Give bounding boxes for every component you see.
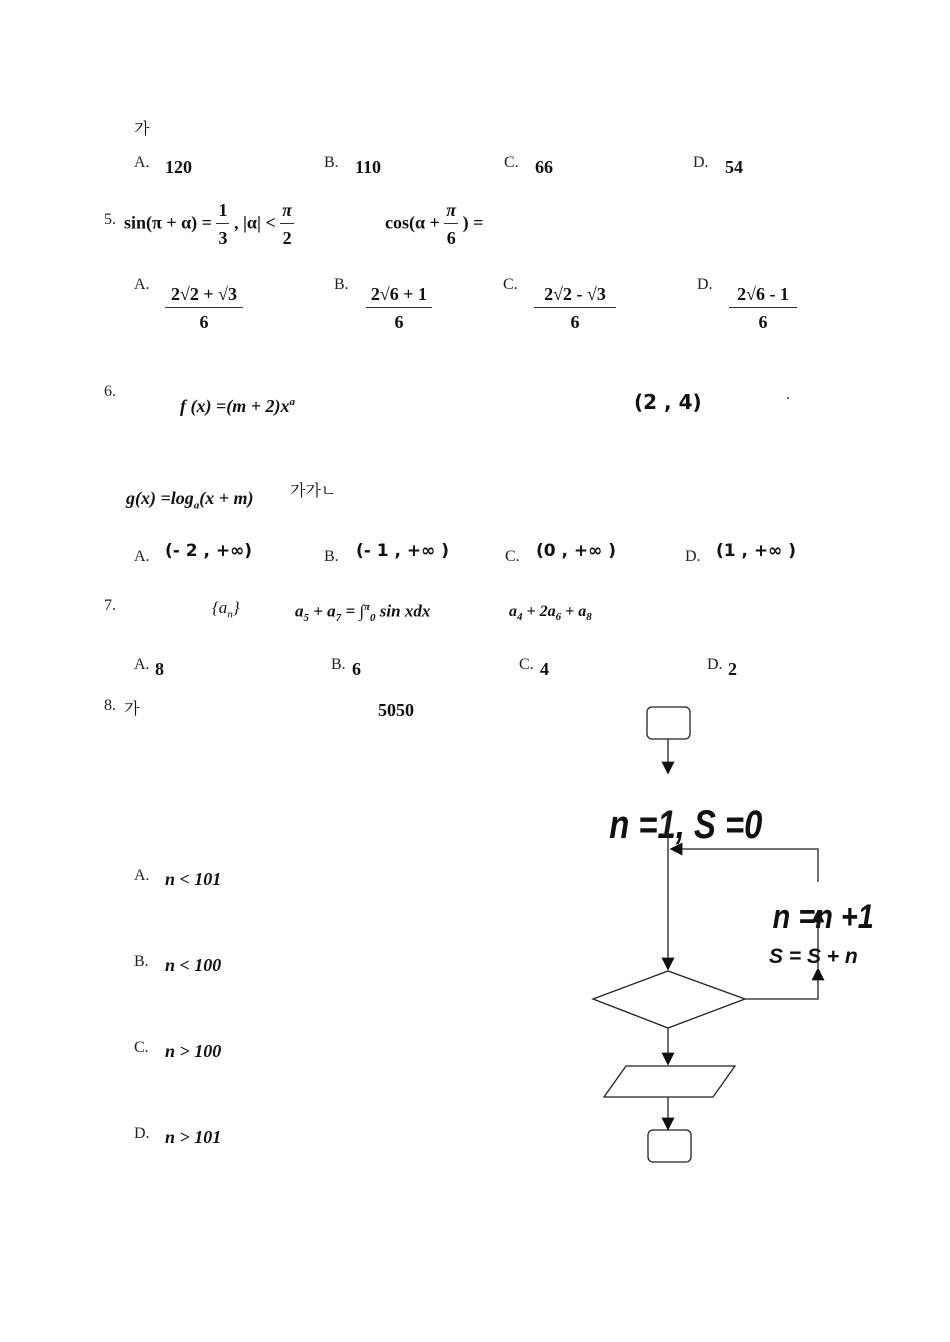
q5-option-b-den: 6: [394, 312, 404, 332]
q6-g-arg: (x + m): [199, 488, 254, 508]
q6-g-base: a: [193, 499, 200, 512]
q7-option-c-letter[interactable]: C.: [519, 656, 534, 673]
q5-cond-num: 1: [216, 200, 229, 224]
q5-number: 5.: [104, 211, 116, 228]
q7-seq-sub: n: [227, 608, 233, 621]
q5-option-d-num: 2√6 - 1: [729, 284, 797, 308]
q4-option-a-letter[interactable]: A.: [134, 154, 150, 171]
q8-option-d-letter[interactable]: D.: [134, 1125, 150, 1142]
q4-option-b-letter[interactable]: B.: [324, 154, 339, 171]
q6-option-b-value[interactable]: (- 1 , +∞ ): [356, 541, 449, 561]
q6-option-c-value[interactable]: (0 , +∞ ): [536, 541, 616, 561]
q7-option-c-value[interactable]: 4: [540, 659, 549, 679]
q5-ask-tail: ) =: [462, 212, 484, 233]
flowchart-sum-text: S = S + n: [769, 945, 858, 968]
q5-cond-pi: π: [280, 200, 294, 224]
q5-option-b-letter[interactable]: B.: [334, 276, 349, 293]
q7-ask-sub6: 6: [555, 611, 562, 624]
q4-option-c-letter[interactable]: C.: [504, 154, 519, 171]
q7-ask-a: a: [509, 603, 517, 620]
q7-option-b-value[interactable]: 6: [352, 659, 361, 679]
q6-option-a-value[interactable]: (- 2 , +∞): [165, 541, 253, 561]
q6-number: 6.: [104, 383, 116, 400]
q6-dot: .: [786, 386, 790, 403]
q8-number: 8.: [104, 697, 116, 714]
q4-stem-fragment: 가: [134, 119, 150, 138]
q8-option-b-value[interactable]: n < 100: [165, 955, 222, 975]
flowchart-decision-diamond: [593, 971, 745, 1028]
q5-ask-cos: cos(α +: [385, 212, 440, 233]
q7-option-a-letter[interactable]: A.: [134, 656, 150, 673]
q5-option-a-num: 2√2 + √3: [165, 284, 243, 308]
flowchart-end-box: [648, 1130, 691, 1162]
q7-ask-sub4: 4: [517, 611, 523, 624]
q8-option-b-letter[interactable]: B.: [134, 953, 149, 970]
q7-eq-sub7: 7: [335, 612, 342, 625]
q7-eq-sub5: 5: [303, 612, 309, 625]
flowchart-loop-back: [672, 849, 818, 882]
q7-seq-close: }: [232, 598, 240, 617]
q7-eq-body: sin xdx: [375, 601, 431, 621]
q4-option-c-value[interactable]: 66: [535, 157, 553, 177]
q7-option-a-value[interactable]: 8: [155, 659, 164, 679]
q6-g-tail: 가가ㄴ: [290, 481, 337, 500]
q6-option-a-letter[interactable]: A.: [134, 548, 150, 565]
q7-eq-a: a: [295, 601, 304, 621]
flowchart-start-box: [647, 707, 690, 739]
q7-option-d-value[interactable]: 2: [728, 659, 737, 679]
q6-option-d-letter[interactable]: D.: [685, 548, 701, 565]
q5-cond-den: 3: [218, 228, 228, 248]
q5-cond-sin: sin(π + α) =: [124, 212, 212, 233]
q7-ask-mid: + 2a: [522, 603, 556, 620]
q5-ask-six: 6: [446, 228, 456, 248]
q5-option-d-den: 6: [758, 312, 768, 332]
q5-option-d-letter[interactable]: D.: [697, 276, 713, 293]
q8-option-d-value[interactable]: n > 101: [165, 1127, 222, 1147]
q6-g-func: g(x) =log: [126, 488, 194, 508]
q6-func: f (x) =(m + 2)x: [180, 396, 290, 416]
q5-option-c-num: 2√2 - √3: [534, 284, 616, 308]
q4-option-a-value[interactable]: 120: [165, 157, 192, 177]
q8-option-a-value[interactable]: n < 101: [165, 869, 222, 889]
q5-option-a-letter[interactable]: A.: [134, 276, 150, 293]
q7-ask-plus: + a: [561, 603, 587, 620]
q4-option-d-letter[interactable]: D.: [693, 154, 709, 171]
q7-seq: {a: [212, 598, 228, 617]
q7-eq-plus: + a: [309, 601, 336, 621]
flowchart-init-text: n =1, S =0: [609, 801, 763, 847]
q7-option-b-letter[interactable]: B.: [331, 656, 346, 673]
q8-option-a-letter[interactable]: A.: [134, 867, 150, 884]
q6-option-b-letter[interactable]: B.: [324, 548, 339, 565]
q4-option-b-value[interactable]: 110: [355, 157, 382, 177]
q8-stem-fragment: 가: [124, 699, 140, 718]
q4-option-d-value[interactable]: 54: [725, 157, 743, 177]
q7-eq-upper: π: [364, 601, 371, 613]
q7-ask-sub8: 8: [586, 611, 592, 624]
flowchart-inc-text: n =n +1: [772, 896, 874, 936]
q7-number: 7.: [104, 597, 116, 614]
q7-eq-int: = ∫: [341, 601, 365, 621]
q6-func-exp: a: [289, 396, 295, 408]
q5-option-c-letter[interactable]: C.: [503, 276, 518, 293]
q8-option-c-value[interactable]: n > 100: [165, 1041, 222, 1061]
q8-target: 5050: [378, 700, 414, 720]
q7-option-d-letter[interactable]: D.: [707, 656, 723, 673]
q7-eq-lower: 0: [370, 612, 376, 625]
q5-option-c-den: 6: [570, 312, 580, 332]
q8-option-c-letter[interactable]: C.: [134, 1039, 149, 1056]
q5-cond-abs: , |α| <: [233, 212, 276, 233]
q6-option-c-letter[interactable]: C.: [505, 548, 520, 565]
q5-cond-two: 2: [282, 228, 292, 248]
q6-option-d-value[interactable]: (1 , +∞ ): [716, 541, 796, 561]
flowchart-arrow-yes: [745, 970, 818, 999]
q5-option-a-den: 6: [199, 312, 209, 332]
flowchart-output-parallelogram: [604, 1066, 735, 1097]
q5-option-b-num: 2√6 + 1: [366, 284, 432, 308]
q5-ask-pi: π: [444, 200, 458, 224]
q6-point: (2 , 4): [634, 390, 702, 414]
